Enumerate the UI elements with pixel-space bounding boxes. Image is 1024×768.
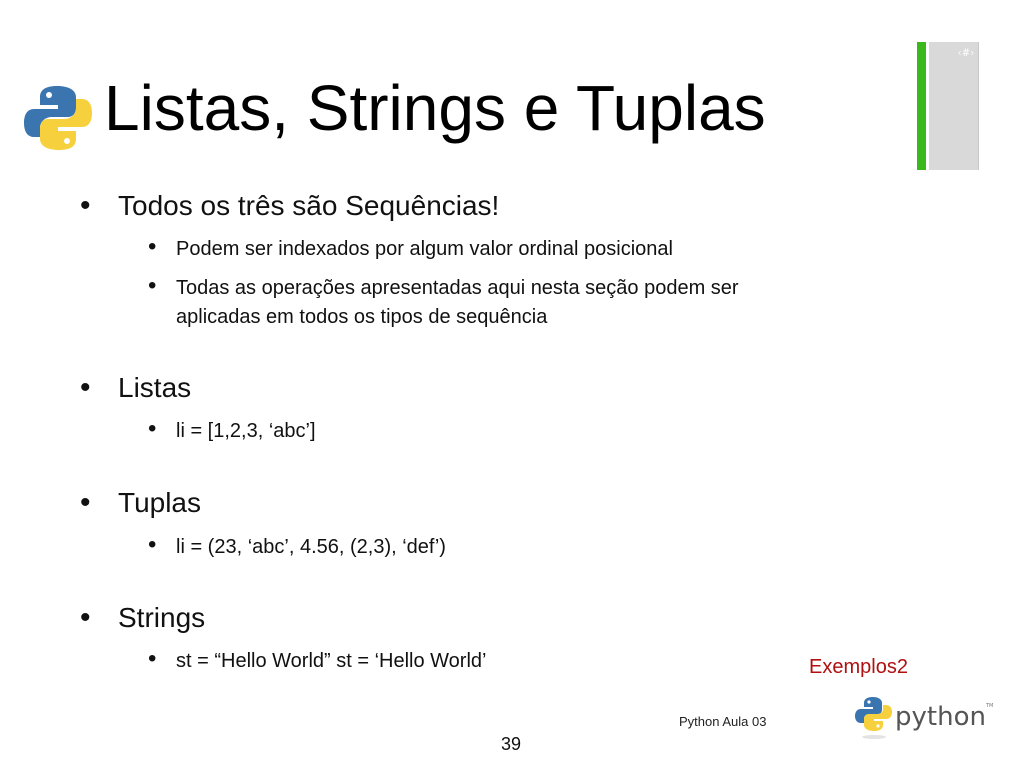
bullet-text: Todos os três são Sequências! (118, 190, 500, 221)
slide-number-placeholder: ‹#› (957, 48, 975, 59)
bullet-dot: • (80, 189, 91, 222)
accent-bar (917, 42, 926, 170)
sub-bullet-text: Todas as operações apresentadas aqui nesta seção podem ser (176, 277, 739, 299)
footer-text: Python Aula 03 (679, 714, 767, 729)
sub-bullet-dot: • (148, 233, 157, 260)
bullet-text: Strings (118, 602, 206, 633)
sub-bullet-text: li = (23, ‘abc’, 4.56, (2,3), ‘def’) (176, 536, 446, 558)
bullet-text: Tuplas (118, 487, 202, 518)
sub-bullet-dot: • (148, 415, 157, 442)
examples-link[interactable]: Exemplos2 (809, 656, 908, 678)
page-number: 39 (501, 734, 522, 754)
bullet-dot: • (80, 486, 91, 519)
sub-bullet-dot: • (148, 272, 157, 299)
slide-number-panel (929, 42, 979, 170)
bullet-dot: • (80, 601, 91, 634)
python-wordmark-text: python (895, 702, 986, 732)
trademark-mark: TM (986, 703, 994, 709)
sub-bullet-text: li = [1,2,3, ‘abc’] (176, 420, 316, 442)
sub-bullet-dot: • (148, 645, 157, 672)
sub-bullet-dot: • (148, 531, 157, 558)
bullet-dot: • (80, 371, 91, 404)
python-logo-icon (22, 82, 94, 154)
sub-bullet-text: aplicadas em todos os tipos de sequência (176, 306, 548, 328)
sub-bullet-text: st = “Hello World” st = ‘Hello World’ (176, 650, 487, 672)
sub-bullet-text: Podem ser indexados por algum valor ordinal posicional (176, 238, 673, 260)
python-wordmark-logo (855, 695, 995, 740)
bullet-text: Listas (118, 372, 192, 403)
slide-title: Listas, Strings e Tuplas (104, 72, 766, 144)
